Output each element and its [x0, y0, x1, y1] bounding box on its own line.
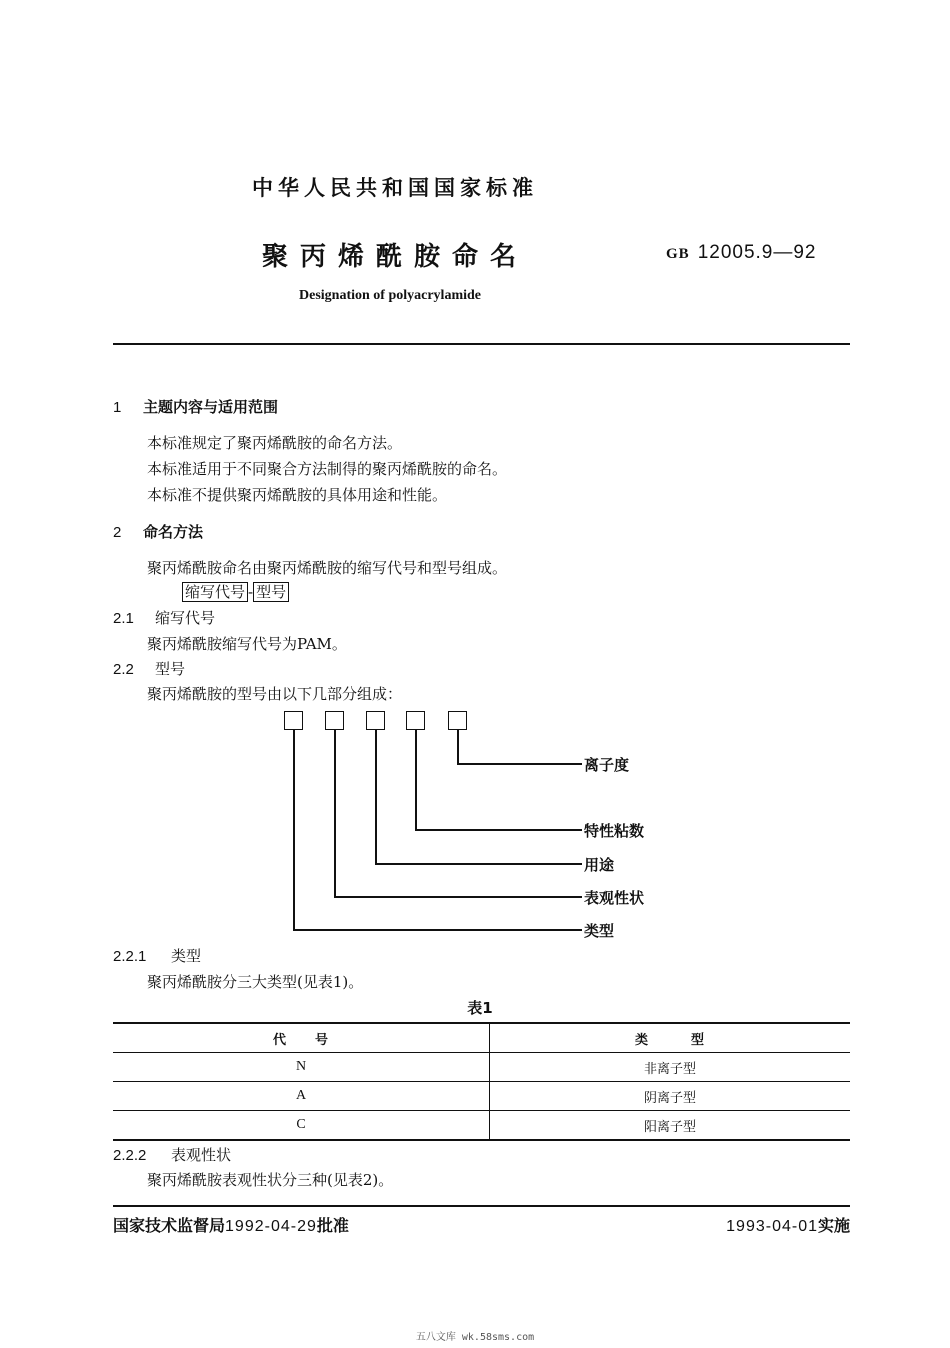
formula-separator: -	[248, 583, 254, 601]
section-1-paragraph: 本标准适用于不同聚合方法制得的聚丙烯酰胺的命名。	[147, 460, 508, 478]
header-rule	[113, 343, 850, 345]
diagram-box	[366, 711, 385, 730]
label-usage: 用途	[584, 856, 615, 874]
section-title: 型号	[155, 660, 186, 678]
section-number: 2.2	[113, 661, 134, 678]
diagram-box	[284, 711, 303, 730]
section-2-1-heading	[113, 607, 215, 628]
section-2-2-1-heading	[113, 945, 201, 966]
section-2-1-paragraph: 聚丙烯酰胺缩写代号为PAM。	[147, 635, 347, 653]
section-number: 2	[113, 524, 122, 541]
section-title: 主题内容与适用范围	[143, 398, 279, 416]
table-cell-code: A	[113, 1082, 490, 1111]
section-number: 2.2.1	[113, 948, 147, 965]
diagram-connector	[457, 730, 459, 764]
table-cell-type: 阳离子型	[643, 1119, 696, 1135]
diagram-connector	[415, 730, 417, 830]
effective-date: 1993-04-01	[726, 1218, 818, 1235]
section-title: 命名方法	[143, 523, 204, 541]
table-1-caption: 表1	[467, 999, 493, 1017]
diagram-connector	[457, 763, 582, 765]
diagram-connector	[334, 896, 582, 898]
diagram-connector	[375, 863, 582, 865]
table-row	[113, 1111, 850, 1141]
footer-rule	[113, 1205, 850, 1207]
section-1-heading	[113, 396, 278, 417]
label-appearance: 表观性状	[584, 889, 645, 907]
label-type: 类型	[584, 922, 615, 940]
table-cell-type: 阴离子型	[643, 1090, 696, 1106]
table-header-row	[113, 1023, 850, 1053]
code-number: 12005.9—92	[697, 242, 817, 263]
section-2-2-heading	[113, 658, 185, 679]
section-number: 2.1	[113, 610, 134, 627]
approval-suffix: 批准	[316, 1216, 349, 1235]
section-2-2-paragraph: 聚丙烯酰胺的型号由以下几部分组成：	[147, 685, 403, 703]
diagram-connector	[334, 730, 336, 897]
diagram-connector	[415, 829, 582, 831]
section-title: 类型	[171, 947, 202, 965]
section-title: 表观性状	[171, 1146, 232, 1164]
column-header-code: 代 号	[113, 1023, 490, 1053]
table-row	[113, 1082, 850, 1111]
table-cell-code: C	[113, 1111, 490, 1141]
section-1-paragraph: 本标准不提供聚丙烯酰胺的具体用途和性能。	[147, 486, 448, 504]
table-cell-type: 非离子型	[643, 1061, 696, 1077]
section-2-heading	[113, 521, 203, 542]
approval-date: 1992-04-29	[225, 1218, 317, 1235]
formula-abbreviation-box: 缩写代号	[182, 582, 248, 602]
diagram-box	[406, 711, 425, 730]
table-cell-code: N	[113, 1053, 490, 1082]
watermark-text: 五八文库 wk.58sms.com	[415, 1332, 535, 1343]
section-number: 1	[113, 399, 122, 416]
formula-model-box: 型号	[253, 582, 289, 602]
diagram-connector	[293, 929, 582, 931]
diagram-connector	[375, 730, 377, 864]
section-2-2-2-paragraph: 聚丙烯酰胺表观性状分三种(见表2)。	[147, 1171, 394, 1189]
diagram-box	[448, 711, 467, 730]
effective-line	[726, 1213, 850, 1236]
column-header-type: 类 型	[634, 1032, 705, 1048]
section-2-2-1-paragraph: 聚丙烯酰胺分三大类型(见表1)。	[147, 973, 364, 991]
section-1-paragraph: 本标准规定了聚丙烯酰胺的命名方法。	[147, 434, 403, 452]
label-ionicity: 离子度	[584, 756, 630, 774]
approval-line	[113, 1213, 349, 1236]
section-title: 缩写代号	[155, 609, 216, 627]
english-title: Designation of polyacrylamide	[299, 288, 481, 303]
naming-formula	[182, 581, 289, 602]
table-row	[113, 1053, 850, 1082]
section-2-2-2-heading	[113, 1144, 231, 1165]
document-title: 聚丙烯酰胺命名	[261, 242, 528, 272]
code-prefix: GB	[666, 246, 690, 262]
section-2-paragraph: 聚丙烯酰胺命名由聚丙烯酰胺的缩写代号和型号组成。	[147, 559, 508, 577]
nation-standard-heading: 中华人民共和国国家标准	[252, 176, 538, 200]
label-intrinsic-viscosity: 特性粘数	[584, 822, 645, 840]
table-1	[113, 1022, 850, 1141]
effective-suffix: 实施	[817, 1216, 850, 1235]
approval-org: 国家技术监督局	[113, 1216, 226, 1235]
diagram-connector	[293, 730, 295, 930]
section-number: 2.2.2	[113, 1147, 147, 1164]
standard-code	[666, 242, 817, 264]
diagram-box	[325, 711, 344, 730]
